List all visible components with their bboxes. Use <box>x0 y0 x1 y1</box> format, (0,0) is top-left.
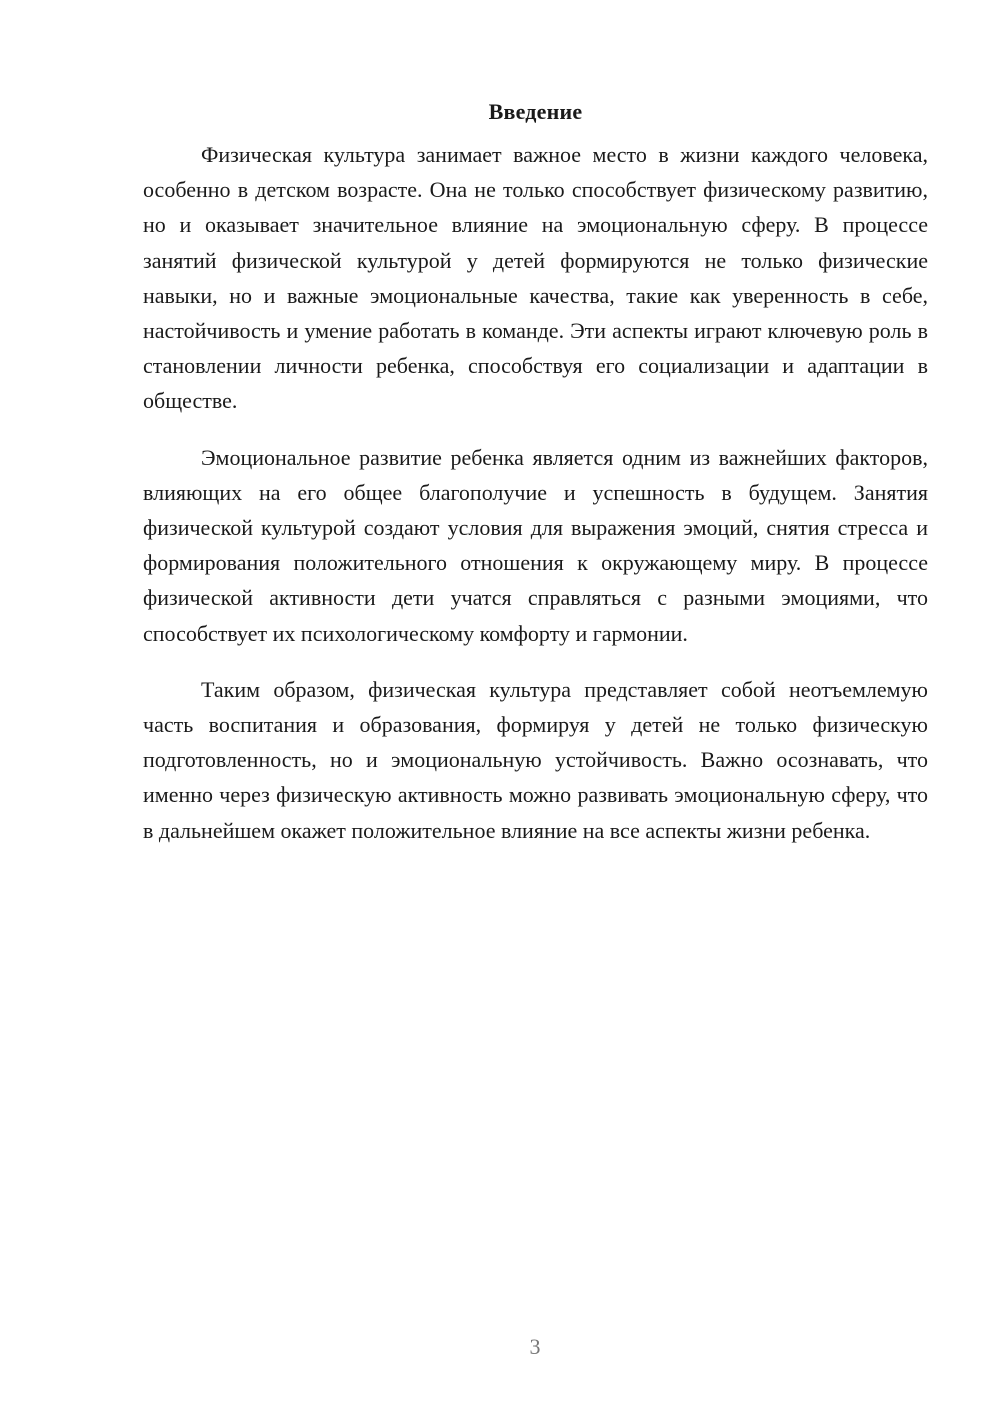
page-number: 3 <box>529 1334 541 1359</box>
section-title: Введение <box>488 99 583 124</box>
paragraph-1: Физическая культура занимает важное место в жизни каждого человека, особенно в детском возрасте. Она не только способствует физическому развитию, но и оказывает значительное влияние на эмоциональную сферу. В процессе занятий физической культурой у детей формируются не только физические навыки, но и важные эмоциональные качества, такие как уверенность в себе, настойчивость и умение работать в команде. Эти аспекты играют ключевую роль в становлении личности ребенка, способствуя его социализации и адаптации в обществе. <box>143 142 928 414</box>
paragraph-2: Эмоциональное развитие ребенка является одним из важнейших факторов, влияющих на его общее благополучие и успешность в будущем. Занятия физической культурой создают условия для выражения эмоций, снятия стресса и формирования положительного отношения к окружающему миру. В процессе физической активности дети учатся справляться с разными эмоциями, что способствует их психологическому комфорту и гармонии. <box>143 444 928 646</box>
page-content <box>143 95 928 848</box>
paragraph-3: Таким образом, физическая культура представляет собой неотъемлемую часть воспитания и образования, формируя у детей не только физическую подготовленность, но и эмоциональную устойчивость. Важно осознавать, что именно через физическую активность можно развивать эмоциональную сферу, что в дальнейшем окажет положительное влияние на все аспекты жизни ребенка. <box>143 676 928 843</box>
